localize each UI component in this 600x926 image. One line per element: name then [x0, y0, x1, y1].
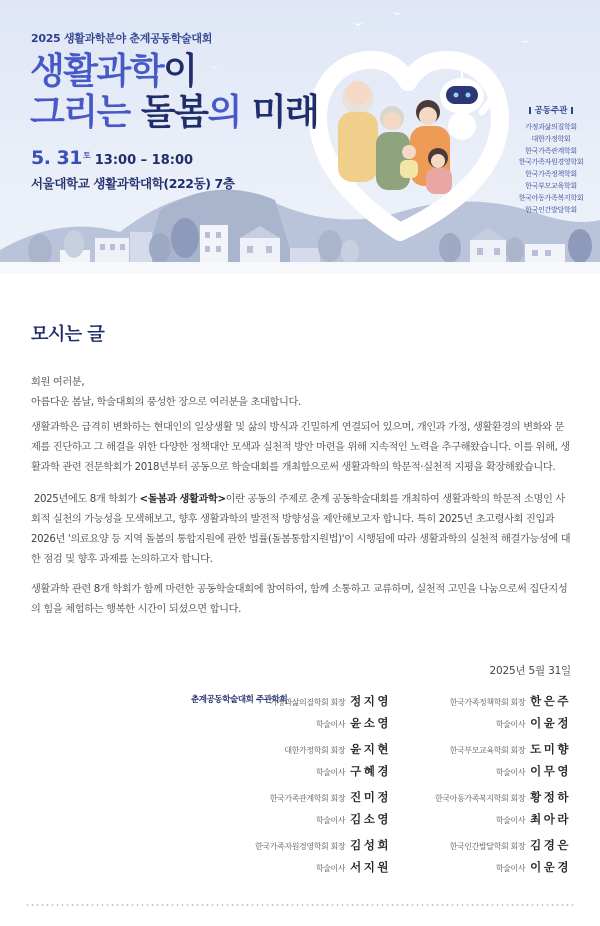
- host-item: 한국가족관계학회: [525, 146, 577, 155]
- signature-name: 도미향: [530, 742, 571, 756]
- signature-role: 학술이사: [315, 816, 346, 825]
- signature-name: 이운경: [530, 860, 571, 874]
- signature-name: 윤지현: [350, 742, 391, 756]
- letter-invitation: 아름다운 봄날, 학술대회의 풍성한 장으로 여러분을 초대합니다.: [31, 397, 301, 408]
- signature: [255, 834, 391, 853]
- title-text: 돌봄: [140, 92, 208, 133]
- signature-role: 학술이사: [315, 864, 346, 873]
- signature-name: 황정하: [530, 790, 571, 804]
- signature: [270, 786, 391, 805]
- host-item: 한국가족정책학회: [525, 170, 577, 179]
- signature-role: 학술이사: [315, 720, 346, 729]
- letter-text: 이란 공동의 주제로 춘계 공동학술대회를 개최하여 생활과학의 학문적 소명인 사회적 실천의 가능성을 모색해보고, 향후 생활과학의 발전적 방향성을 제안해보고자 합니다. 특히 2025년 초고령사회 진입과 2026년 '의료요양 등 지역 돌봄의 통합지원에 관한 법률(돌봄통합지원법)'이 시행됨에 따라 생활과학의 실천적 해결가능성에 대한 점검 및 향후 과제를 논의하고자 합니다.: [31, 494, 571, 565]
- title-text: 미래: [251, 92, 319, 133]
- signature-name: 이윤정: [530, 716, 571, 730]
- signature: [316, 760, 391, 779]
- signature-role: 학술이사: [315, 768, 346, 777]
- signature: [496, 760, 571, 779]
- signature-name: 최아라: [530, 812, 571, 826]
- signature: [496, 856, 571, 875]
- event-title-line1: [30, 52, 196, 92]
- event-date: [31, 147, 193, 169]
- signature: [450, 834, 571, 853]
- event-title-line2: [30, 93, 318, 133]
- signature-role: 학술이사: [495, 864, 526, 873]
- title-text: 이: [163, 51, 197, 92]
- host-item: 한국부모교육학회: [525, 181, 577, 190]
- signature: [435, 786, 571, 805]
- event-time: 13:00 – 18:00: [94, 153, 194, 168]
- letter-paragraph: [31, 373, 571, 413]
- signature-name: 진미정: [350, 790, 391, 804]
- signature: [316, 856, 391, 875]
- host-title-text: 공동주관: [534, 106, 568, 116]
- signature-name: 서지원: [350, 860, 391, 874]
- signature-role: 한국가족자원경영학회 회장: [255, 842, 346, 851]
- title-highlight: 생활과학: [30, 51, 164, 92]
- signature: [496, 712, 571, 731]
- signature-role: 대한가정학회 회장: [284, 746, 346, 755]
- event-date-value: 5. 31: [31, 147, 82, 169]
- signature: [316, 808, 391, 827]
- letter-date: 2025년 5월 31일: [489, 665, 571, 677]
- letter-theme: <돌봄과 생활과학>: [139, 494, 226, 505]
- organizer-label: 춘계공동학술대회 주관학회: [191, 695, 288, 705]
- event-day: 토: [83, 150, 91, 160]
- letter-paragraph: 생활과학 관련 8개 학회가 함께 마련한 공동학술대회에 참여하여, 함께 소통하고 교류하며, 실천적 고민을 나눔으로써 집단지성의 힘을 체험하는 행복한 시간이 되셨으면 합니다.: [31, 584, 568, 615]
- letter-text: 2025년에도 8개 학회가: [33, 494, 140, 505]
- event-venue: 서울대학교 생활과학대학(222동) 7층: [31, 176, 235, 191]
- host-item: 한국가족자원경영학회: [518, 158, 584, 167]
- signature-name: 이무영: [530, 764, 571, 778]
- host-item: 대한가정학회: [531, 134, 571, 143]
- signature-name: 구혜경: [350, 764, 391, 778]
- title-highlight: 의: [207, 92, 241, 133]
- signature: [284, 738, 391, 757]
- signature-role: 한국인간발달학회 회장: [449, 842, 526, 851]
- signature-role: 가정과삶의질학회 회장: [269, 698, 346, 707]
- letter-heading: 모시는 글: [31, 324, 105, 345]
- signature-role: 학술이사: [495, 768, 526, 777]
- signature-role: 학술이사: [495, 720, 526, 729]
- signature: [270, 690, 391, 709]
- host-list: [510, 104, 592, 216]
- letter-paragraph: 생활과학은 급격히 변화하는 현대인의 일상생활 및 삶의 방식과 긴밀하게 연결되어 있으며, 개인과 가정, 생활환경의 변화와 문제를 진단하고 그 해결을 위한 다양한 정책대안 모색과 실천적 방안 마련을 위해 지속적인 노력을 추구해왔습니다. 이를 위해, 생활과학 관련 전문학회가 2018년부터 공동으로 학술대회를 개최함으로써 생활과학의 학문적·실천적 지평을 확장해왔습니다.: [31, 422, 570, 473]
- signature-role: 학술이사: [495, 816, 526, 825]
- signature-name: 윤소영: [350, 716, 391, 730]
- signature-role: 한국가족정책학회 회장: [449, 698, 526, 707]
- signature: [450, 690, 571, 709]
- host-title: [510, 104, 592, 116]
- signature-role: 한국아동가족복지학회 회장: [435, 794, 526, 803]
- signature: [316, 712, 391, 731]
- signature-name: 한은주: [530, 694, 571, 708]
- signature-role: 한국가족관계학회 회장: [269, 794, 346, 803]
- letter-greeting: 회원 여러분,: [31, 377, 85, 388]
- signature-name: 김성희: [350, 838, 391, 852]
- signature-name: 김소영: [350, 812, 391, 826]
- event-subtitle: 2025 생활과학분야 춘계공동학술대회: [31, 32, 213, 45]
- footer-divider: [25, 904, 575, 906]
- signature: [450, 738, 571, 757]
- signature: [496, 808, 571, 827]
- event-banner: [0, 0, 600, 283]
- letter-paragraph: [31, 490, 571, 570]
- host-item: 가정과삶의질학회: [525, 123, 577, 131]
- signature-name: 김경은: [530, 838, 571, 852]
- signature-role: 한국부모교육학회 회장: [449, 746, 526, 755]
- signature-name: 정지영: [350, 694, 391, 708]
- host-item: 한국인간발달학회: [525, 205, 577, 214]
- host-item: 한국아동가족복지학회: [518, 193, 584, 202]
- title-highlight: 그리는: [30, 92, 130, 133]
